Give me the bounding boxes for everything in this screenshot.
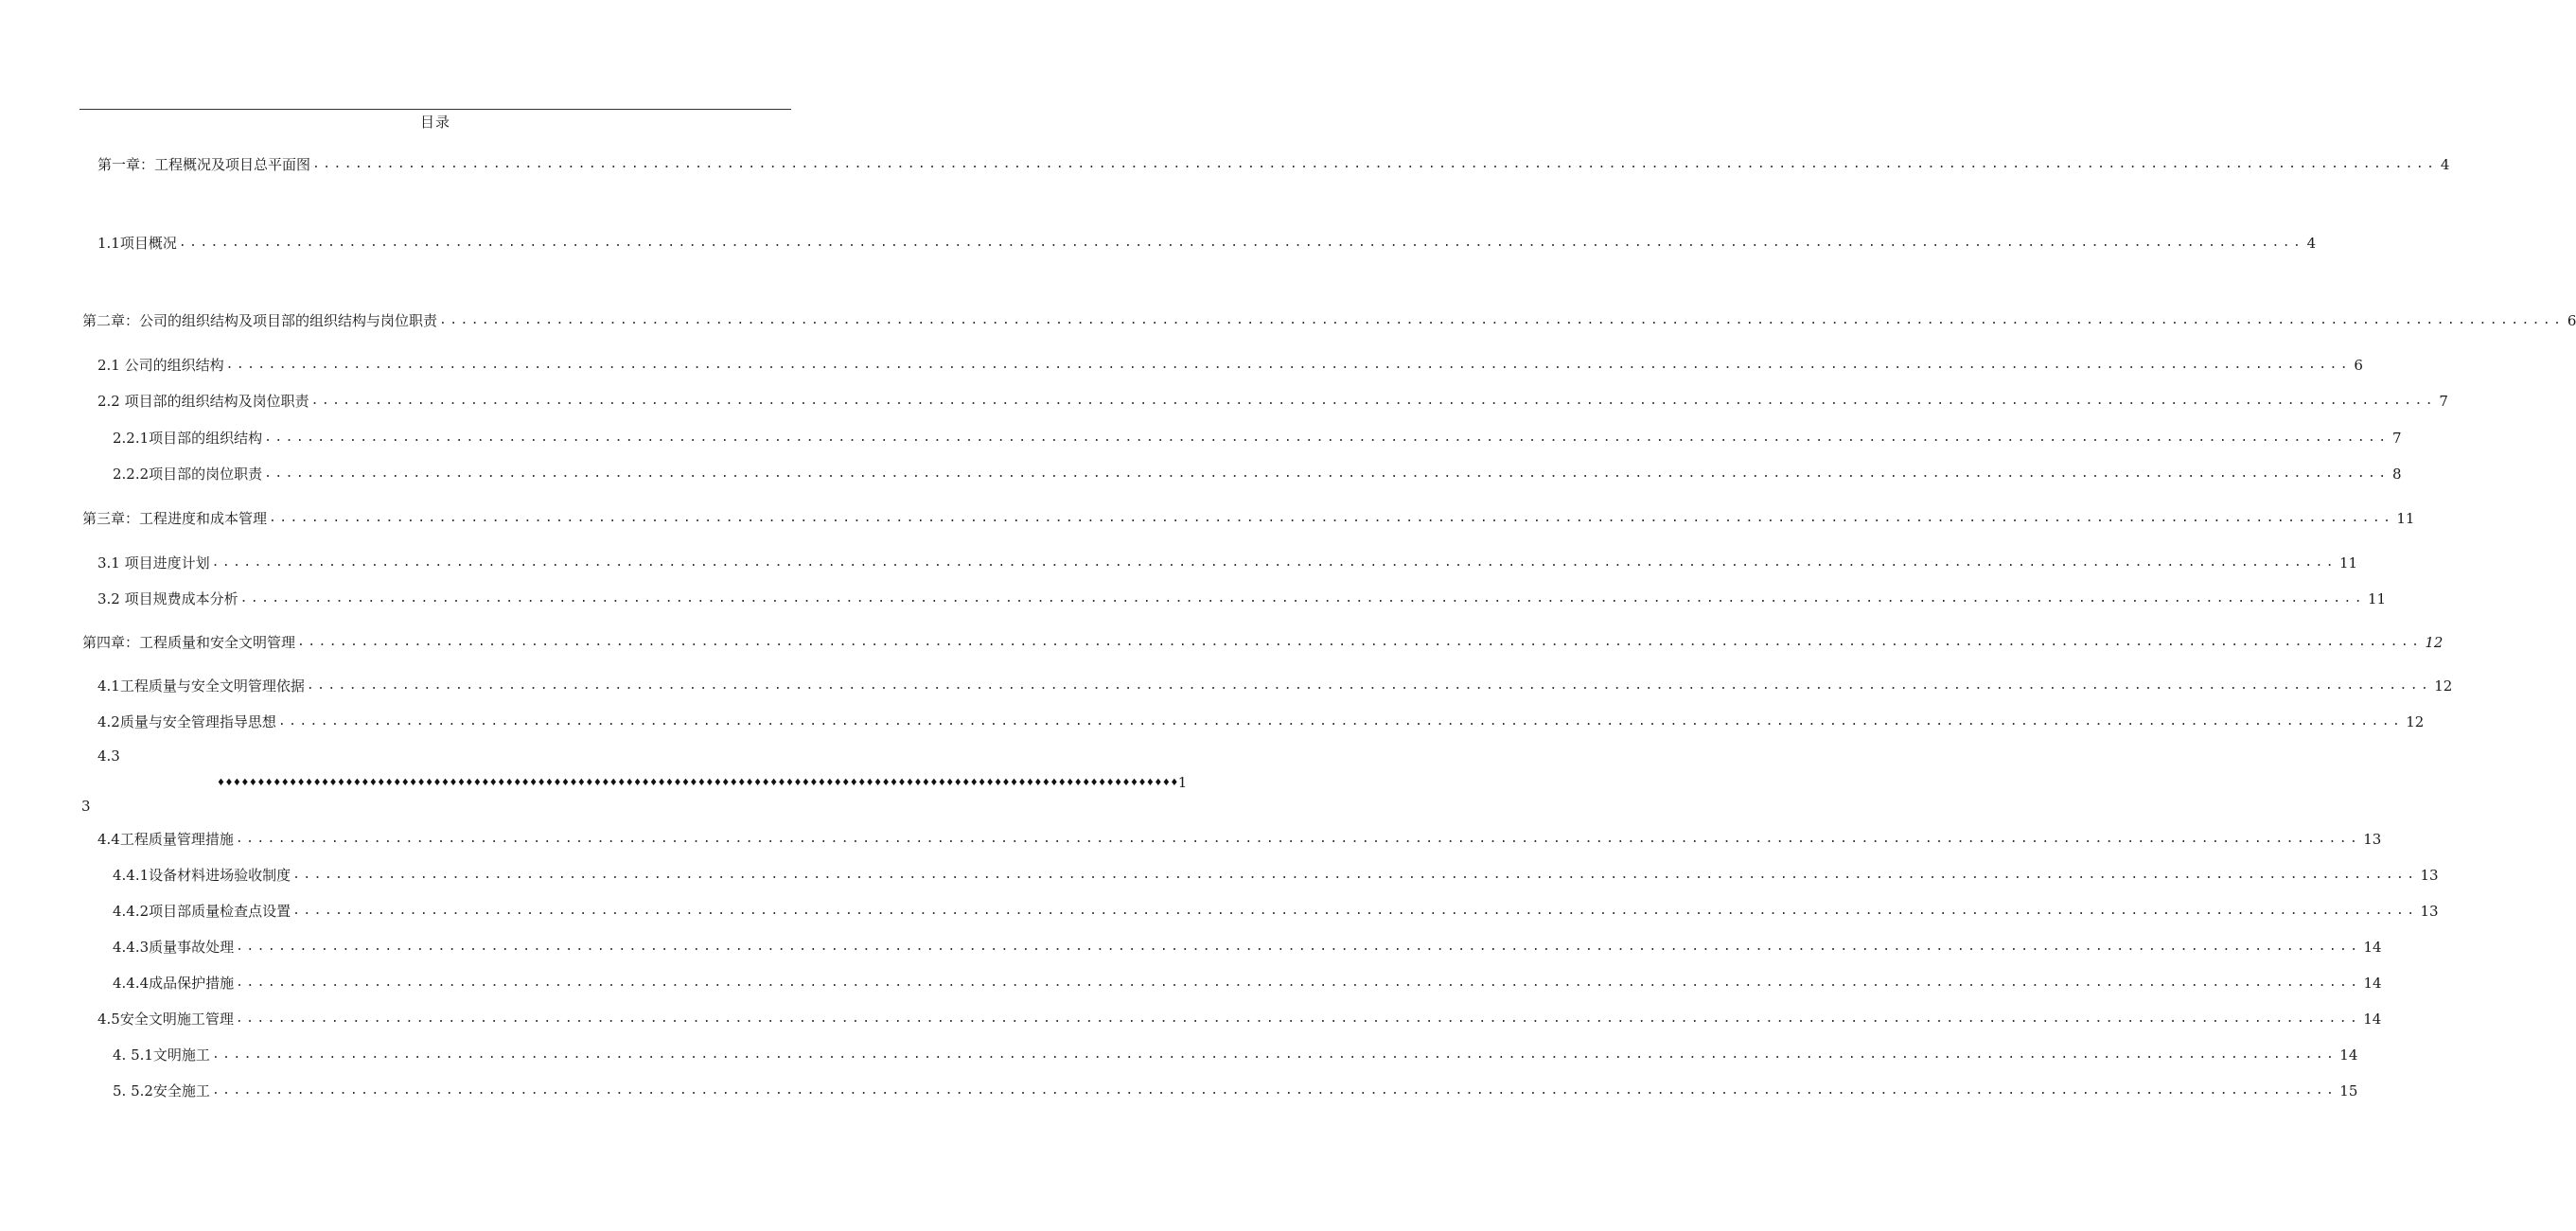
dot-leader: ........................................................................................................................................................................................................ (269, 511, 2394, 525)
dot-leader: ........................................................................................................................................................................................................ (236, 940, 2361, 954)
toc-entry-page: 15 (2339, 1082, 2358, 1099)
dot-leader: ........................................................................................................................................................................................................ (264, 466, 2390, 481)
toc-entry-label: 2.2.1项目部的组织结构 (113, 430, 263, 447)
toc-entry-page: 14 (2363, 939, 2382, 956)
toc-entry[interactable] (97, 673, 2453, 695)
toc-entry-label: 4.4.4成品保护措施 (113, 975, 235, 992)
dot-leader: ........................................................................................................................................................................................................ (297, 635, 2423, 649)
dot-leader: ........................................................................................................................................................................................................ (292, 868, 2418, 882)
toc-entry-label: 2.1 公司的组织结构 (97, 357, 224, 374)
toc-entry-page: 7 (2439, 393, 2448, 410)
dot-leader: ........................................................................................................................................................................................................ (236, 976, 2361, 990)
toc-entry-page: 12 (2434, 677, 2453, 695)
toc-entry-page: 1 (1177, 774, 1188, 791)
toc-entry[interactable] (82, 505, 2415, 528)
toc-entry[interactable] (97, 826, 2382, 849)
dot-leader: ........................................................................................................................................................................................................ (439, 313, 2565, 327)
toc-entry-page: 8 (2391, 466, 2402, 483)
toc-entry-label: 4.4.2项目部质量检查点设置 (113, 903, 291, 920)
dot-leader: ........................................................................................................................................................................................................ (211, 555, 2337, 570)
toc-entry[interactable] (82, 629, 2444, 652)
toc-entry[interactable] (113, 1078, 2358, 1100)
toc-title: 目录 (419, 114, 450, 131)
toc-entry[interactable] (113, 862, 2439, 885)
toc-entry-page: 11 (2338, 554, 2358, 572)
dot-leader: ........................................................................................................................................................................................................ (225, 358, 2351, 372)
toc-entry-page: 13 (2363, 831, 2382, 848)
toc-entry[interactable] (113, 970, 2382, 993)
toc-entry-label: 4.4.1设备材料进场验收制度 (113, 867, 291, 884)
toc-entry-page: 12 (2406, 713, 2425, 730)
dot-leader: ........................................................................................................................................................................................................ (277, 714, 2404, 729)
toc-entry[interactable] (97, 709, 2425, 731)
toc-entry[interactable] (113, 461, 2402, 484)
toc-entry-label: 5. 5.2安全施工 (113, 1082, 210, 1099)
dot-leader: ........................................................................................................................................................................................................ (310, 394, 2436, 408)
toc-entry-page: 7 (2391, 430, 2402, 447)
dot-leader: ........................................................................................................................................................................................................ (211, 1047, 2338, 1062)
toc-entry-page: 14 (2363, 1011, 2382, 1028)
toc-entry-label: 3.2 项目规费成本分析 (97, 590, 238, 607)
dot-leader: ........................................................................................................................................................................................................ (239, 591, 2365, 606)
toc-entry-broken-leader (217, 772, 1188, 793)
toc-entry-page: 11 (2396, 510, 2415, 527)
toc-entry-label: 2.2.2项目部的岗位职责 (113, 466, 263, 483)
toc-entry-label: 第四章：工程质量和安全文明管理 (82, 634, 296, 651)
toc-entry-label: 第一章：工程概况及项目总平面图 (97, 156, 311, 173)
toc-entry-label: 2.2 项目部的组织结构及岗位职责 (97, 393, 309, 410)
toc-entry-page: 13 (2420, 867, 2439, 884)
toc-entry[interactable] (113, 898, 2439, 921)
toc-entry[interactable] (97, 352, 2363, 375)
toc-entry-page: 11 (2367, 590, 2387, 607)
toc-entry-label[interactable]: 4.3 (97, 747, 120, 765)
toc-entry-label: 4.2质量与安全管理指导思想 (97, 713, 276, 730)
toc-entry-label: 4.4.3质量事故处理 (113, 939, 235, 956)
toc-entry[interactable] (97, 388, 2448, 411)
dot-leader: ........................................................................................................................................................................................................ (312, 157, 2438, 171)
toc-entry-page-wrap: 3 (81, 798, 91, 815)
toc-entry[interactable] (97, 550, 2358, 572)
toc-entry-label: 3.1 项目进度计划 (97, 554, 210, 572)
toc-entry-label: 4.5安全文明施工管理 (97, 1011, 234, 1028)
dot-leader: ........................................................................................................................................................................................................ (306, 678, 2432, 693)
toc-entry[interactable] (97, 586, 2387, 608)
toc-entry-label: 第三章：工程进度和成本管理 (82, 510, 268, 527)
toc-entry-page: 13 (2420, 903, 2439, 920)
dot-leader: ........................................................................................................................................................................................................ (178, 236, 2304, 250)
toc-entry-page: 4 (2440, 156, 2450, 173)
toc-entry-page: 14 (2363, 975, 2382, 992)
toc-entry-label: 4. 5.1文明施工 (113, 1046, 210, 1064)
top-rule (79, 109, 791, 110)
toc-entry-page: 6 (2567, 312, 2576, 329)
toc-entry[interactable] (82, 308, 2576, 330)
toc-entry-page: 12 (2425, 634, 2444, 651)
dot-leader: ........................................................................................................................................................................................................ (235, 832, 2361, 846)
dot-leader: ........................................................................................................................................................................................................ (292, 904, 2418, 918)
toc-entry-page: 6 (2354, 357, 2363, 374)
toc-entry-label: 4.4工程质量管理措施 (97, 831, 234, 848)
toc-entry-page: 4 (2306, 235, 2317, 252)
toc-entry-page: 14 (2339, 1046, 2358, 1064)
toc-entry[interactable] (113, 934, 2382, 957)
toc-entry[interactable] (113, 1042, 2358, 1064)
toc-entry[interactable] (113, 425, 2402, 448)
diamond-leader: ♦♦♦♦♦♦♦♦♦♦♦♦♦♦♦♦♦♦♦♦♦♦♦♦♦♦♦♦♦♦♦♦♦♦♦♦♦♦♦♦♦♦♦♦♦♦♦♦♦♦♦♦♦♦♦♦♦♦♦♦♦♦♦♦♦♦♦♦♦♦♦♦♦♦♦♦♦♦♦♦♦♦♦♦♦♦♦♦♦♦♦♦♦♦♦♦♦♦♦♦♦♦♦♦♦♦♦♦♦♦♦♦♦♦♦♦♦♦♦♦ (217, 777, 1178, 788)
toc-entry-label: 4.1工程质量与安全文明管理依据 (97, 677, 305, 695)
toc-entry-label: 第二章：公司的组织结构及项目部的组织结构与岗位职责 (82, 312, 438, 329)
dot-leader: ........................................................................................................................................................................................................ (235, 1011, 2361, 1026)
dot-leader: ........................................................................................................................................................................................................ (264, 431, 2390, 445)
toc-entry-label: 1.1项目概况 (97, 235, 177, 252)
toc-entry[interactable] (97, 230, 2317, 253)
toc-entry[interactable] (97, 151, 2450, 174)
dot-leader: ........................................................................................................................................................................................................ (211, 1083, 2338, 1098)
toc-entry[interactable] (97, 1006, 2382, 1029)
